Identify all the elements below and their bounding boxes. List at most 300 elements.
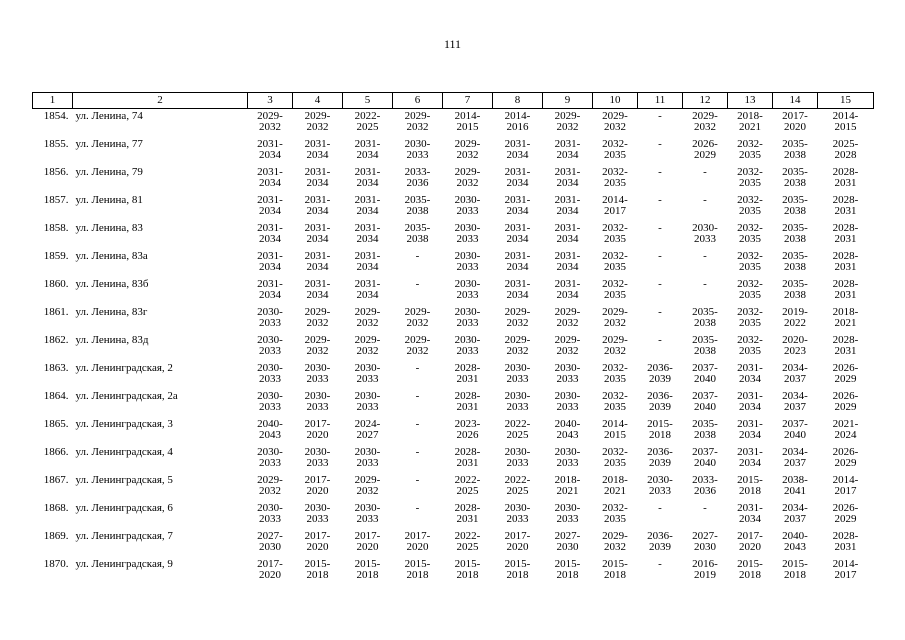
period-start: 2030- bbox=[257, 306, 283, 318]
period-start: 2029- bbox=[602, 306, 628, 318]
table-row bbox=[33, 559, 874, 587]
period-start: - bbox=[658, 250, 662, 262]
period-start: 2031- bbox=[257, 138, 283, 150]
period-cell bbox=[638, 139, 683, 167]
period-end: 2029 bbox=[694, 149, 716, 161]
column-header: 3 bbox=[248, 93, 293, 109]
period-start: 2029- bbox=[504, 334, 531, 346]
column-header: 11 bbox=[638, 93, 683, 109]
period-start: 2022- bbox=[454, 474, 481, 486]
period-start: 2030- bbox=[354, 446, 381, 458]
period-cell bbox=[818, 279, 874, 307]
period-cell bbox=[638, 447, 683, 475]
period-end: 2038 bbox=[406, 205, 429, 217]
period-cell bbox=[443, 559, 493, 587]
column-header: 4 bbox=[293, 93, 343, 109]
period-start: 2015- bbox=[354, 558, 381, 570]
column-header: 14 bbox=[773, 93, 818, 109]
period-end: 2034 bbox=[739, 429, 761, 441]
period-cell bbox=[248, 531, 293, 559]
period-start: 2017- bbox=[404, 530, 431, 542]
period-cell bbox=[818, 307, 874, 335]
period-start: 2024- bbox=[354, 418, 381, 430]
period-start: 2029- bbox=[454, 166, 481, 178]
period-start: - bbox=[415, 446, 420, 458]
period-start: 2030- bbox=[304, 446, 331, 458]
period-start: 2029- bbox=[354, 474, 381, 486]
period-start: 2026- bbox=[692, 138, 718, 150]
period-end: 2033 bbox=[694, 233, 716, 245]
period-start: 2022- bbox=[354, 110, 381, 122]
period-cell bbox=[393, 363, 443, 391]
period-start: 2037- bbox=[782, 418, 808, 430]
period-end: 2032 bbox=[356, 317, 379, 329]
period-end: 2020 bbox=[306, 485, 329, 497]
row-number: 1867. bbox=[43, 474, 69, 486]
period-start: 2029- bbox=[404, 110, 431, 122]
column-header: 15 bbox=[818, 93, 874, 109]
period-end: 2033 bbox=[306, 373, 329, 385]
period-end: 2041 bbox=[784, 485, 806, 497]
period-cell bbox=[543, 167, 593, 195]
period-start: - bbox=[415, 502, 420, 514]
period-cell bbox=[393, 251, 443, 279]
period-end: 2024 bbox=[834, 429, 857, 441]
period-start: 2030- bbox=[504, 502, 531, 514]
period-cell bbox=[593, 391, 638, 419]
period-cell bbox=[293, 251, 343, 279]
row-number: 1866. bbox=[43, 446, 69, 458]
period-end: 2033 bbox=[506, 373, 529, 385]
period-end: 2025 bbox=[456, 541, 479, 553]
period-start: 2036- bbox=[647, 530, 673, 542]
period-cell bbox=[443, 503, 493, 531]
period-end: 2033 bbox=[306, 457, 329, 469]
period-cell bbox=[638, 559, 683, 587]
period-cell bbox=[443, 223, 493, 251]
period-cell bbox=[343, 307, 393, 335]
period-end: 2034 bbox=[306, 289, 329, 301]
period-start: 2032- bbox=[602, 390, 628, 402]
period-end: 2035 bbox=[739, 205, 761, 217]
period-cell bbox=[818, 419, 874, 447]
period-start: 2029- bbox=[304, 334, 331, 346]
period-start: 2014- bbox=[832, 110, 859, 122]
period-end: 2033 bbox=[456, 345, 479, 357]
period-end: 2038 bbox=[784, 233, 806, 245]
period-cell bbox=[343, 223, 393, 251]
column-header: 9 bbox=[543, 93, 593, 109]
period-start: 2029- bbox=[554, 110, 581, 122]
period-cell bbox=[818, 167, 874, 195]
period-cell bbox=[248, 503, 293, 531]
period-start: 2034- bbox=[782, 390, 808, 402]
period-start: 2031- bbox=[504, 138, 531, 150]
period-cell bbox=[443, 475, 493, 503]
period-cell bbox=[683, 559, 728, 587]
period-end: 2020 bbox=[306, 541, 329, 553]
period-cell bbox=[493, 251, 543, 279]
period-cell bbox=[728, 559, 773, 587]
period-start: 2031- bbox=[554, 250, 581, 262]
period-start: 2018- bbox=[602, 474, 628, 486]
period-end: 2039 bbox=[649, 373, 671, 385]
period-cell bbox=[728, 335, 773, 363]
period-cell bbox=[393, 447, 443, 475]
period-cell bbox=[593, 223, 638, 251]
period-start: - bbox=[415, 362, 420, 374]
period-start: 2029- bbox=[404, 306, 431, 318]
period-start: 2034- bbox=[782, 502, 808, 514]
period-start: 2035- bbox=[782, 278, 808, 290]
period-start: 2017- bbox=[354, 530, 381, 542]
table-row bbox=[33, 503, 874, 531]
period-end: 2043 bbox=[556, 429, 579, 441]
period-end: 2034 bbox=[506, 205, 529, 217]
period-start: - bbox=[658, 194, 662, 206]
period-start: - bbox=[703, 250, 707, 262]
period-start: 2028- bbox=[832, 194, 859, 206]
period-cell bbox=[683, 195, 728, 223]
period-start: - bbox=[415, 390, 420, 402]
period-end: 2019 bbox=[694, 569, 716, 581]
period-start: 2040- bbox=[782, 530, 808, 542]
period-end: 2032 bbox=[356, 485, 379, 497]
period-start: 2028- bbox=[832, 530, 859, 542]
period-start: 2030- bbox=[257, 334, 283, 346]
period-start: 2036- bbox=[647, 390, 673, 402]
period-cell bbox=[638, 223, 683, 251]
period-start: 2028- bbox=[832, 278, 859, 290]
period-start: 2031- bbox=[257, 194, 283, 206]
period-start: 2030- bbox=[554, 362, 581, 374]
period-cell bbox=[773, 503, 818, 531]
period-cell bbox=[773, 279, 818, 307]
period-cell bbox=[248, 223, 293, 251]
period-cell bbox=[683, 279, 728, 307]
period-end: 2036 bbox=[694, 485, 716, 497]
period-end: 2034 bbox=[356, 261, 379, 273]
street-address: ул. Ленинградская, 7 bbox=[75, 530, 173, 542]
row-number: 1869. bbox=[43, 530, 69, 542]
period-cell bbox=[728, 279, 773, 307]
street-address: ул. Ленинградская, 9 bbox=[75, 558, 173, 570]
period-start: 2031- bbox=[554, 278, 581, 290]
period-end: 2018 bbox=[649, 429, 671, 441]
period-end: 2033 bbox=[556, 401, 579, 413]
period-end: 2035 bbox=[739, 149, 761, 161]
period-end: 2037 bbox=[784, 373, 806, 385]
period-start: 2030- bbox=[454, 222, 481, 234]
period-end: 2035 bbox=[604, 177, 626, 189]
period-cell bbox=[773, 251, 818, 279]
table-header-row bbox=[33, 93, 874, 109]
period-start: 2029- bbox=[692, 110, 718, 122]
period-cell bbox=[493, 447, 543, 475]
period-start: 2035- bbox=[782, 222, 808, 234]
period-start: 2030- bbox=[257, 502, 283, 514]
period-cell bbox=[343, 503, 393, 531]
period-end: 2021 bbox=[556, 485, 579, 497]
row-number: 1857. bbox=[43, 194, 69, 206]
period-end: 2034 bbox=[356, 233, 379, 245]
period-cell bbox=[638, 363, 683, 391]
period-start: - bbox=[415, 418, 420, 430]
period-end: 2031 bbox=[834, 345, 857, 357]
period-cell bbox=[293, 559, 343, 587]
period-end: 2032 bbox=[306, 345, 329, 357]
period-cell bbox=[638, 335, 683, 363]
row-number: 1863. bbox=[43, 362, 69, 374]
period-end: 2026 bbox=[456, 429, 479, 441]
period-start: 2030- bbox=[354, 362, 381, 374]
period-end: 2034 bbox=[739, 513, 761, 525]
period-cell bbox=[773, 335, 818, 363]
period-end: 2040 bbox=[694, 373, 716, 385]
period-cell bbox=[818, 447, 874, 475]
period-cell bbox=[343, 391, 393, 419]
period-start: 2029- bbox=[504, 306, 531, 318]
period-cell bbox=[393, 109, 443, 140]
period-cell bbox=[293, 531, 343, 559]
period-cell bbox=[248, 391, 293, 419]
period-start: 2030- bbox=[504, 362, 531, 374]
period-start: - bbox=[658, 138, 662, 150]
period-end: 2032 bbox=[456, 149, 479, 161]
period-start: 2030- bbox=[554, 446, 581, 458]
period-start: 2031- bbox=[554, 138, 581, 150]
period-end: 2034 bbox=[739, 401, 761, 413]
period-start: 2029- bbox=[304, 306, 331, 318]
period-start: 2033- bbox=[692, 474, 718, 486]
period-end: 2018 bbox=[356, 569, 379, 581]
table-row bbox=[33, 167, 874, 195]
period-cell bbox=[773, 109, 818, 140]
period-end: 2020 bbox=[406, 541, 429, 553]
period-cell bbox=[683, 109, 728, 140]
row-number: 1870. bbox=[43, 558, 69, 570]
period-end: 2031 bbox=[834, 541, 857, 553]
period-end: 2032 bbox=[406, 121, 429, 133]
period-start: 2035- bbox=[692, 306, 718, 318]
period-cell bbox=[593, 363, 638, 391]
period-cell bbox=[248, 139, 293, 167]
period-cell bbox=[728, 109, 773, 140]
period-end: 2039 bbox=[649, 401, 671, 413]
period-start: 2032- bbox=[602, 250, 628, 262]
period-end: 2020 bbox=[739, 541, 761, 553]
period-end: 2030 bbox=[556, 541, 579, 553]
period-cell bbox=[728, 503, 773, 531]
period-start: 2029- bbox=[454, 138, 481, 150]
period-start: - bbox=[703, 194, 707, 206]
street-address: ул. Ленина, 79 bbox=[75, 166, 143, 178]
period-start: 2031- bbox=[554, 222, 581, 234]
period-start: 2032- bbox=[737, 194, 763, 206]
table-row bbox=[33, 531, 874, 559]
period-start: 2029- bbox=[602, 334, 628, 346]
period-start: 2032- bbox=[737, 278, 763, 290]
table-row bbox=[33, 335, 874, 363]
period-cell bbox=[728, 531, 773, 559]
period-end: 2033 bbox=[306, 401, 329, 413]
period-cell bbox=[443, 279, 493, 307]
period-end: 2020 bbox=[306, 429, 329, 441]
period-end: 2032 bbox=[506, 317, 529, 329]
period-start: - bbox=[658, 166, 662, 178]
period-start: 2031- bbox=[257, 250, 283, 262]
street-address: ул. Ленина, 83д bbox=[75, 334, 149, 346]
period-cell bbox=[818, 475, 874, 503]
period-start: 2030- bbox=[504, 390, 531, 402]
period-cell bbox=[593, 307, 638, 335]
street-address: ул. Ленина, 83а bbox=[75, 250, 148, 262]
period-cell bbox=[593, 419, 638, 447]
period-cell bbox=[593, 109, 638, 140]
period-cell bbox=[593, 279, 638, 307]
period-start: 2034- bbox=[782, 362, 808, 374]
row-number: 1861. bbox=[43, 306, 69, 318]
period-end: 2036 bbox=[406, 177, 429, 189]
period-start: 2031- bbox=[737, 418, 763, 430]
period-cell bbox=[493, 167, 543, 195]
period-start: 2037- bbox=[692, 362, 718, 374]
period-cell bbox=[773, 447, 818, 475]
period-end: 2033 bbox=[356, 513, 379, 525]
period-cell bbox=[343, 109, 393, 140]
period-start: 2017- bbox=[782, 110, 808, 122]
period-start: 2030- bbox=[692, 222, 718, 234]
period-start: 2035- bbox=[782, 138, 808, 150]
period-end: 2020 bbox=[356, 541, 379, 553]
period-start: 2029- bbox=[354, 306, 381, 318]
period-cell bbox=[443, 251, 493, 279]
period-end: 2015 bbox=[834, 121, 857, 133]
period-start: - bbox=[415, 474, 420, 486]
period-cell bbox=[773, 475, 818, 503]
period-end: 2031 bbox=[456, 457, 479, 469]
period-start: 2032- bbox=[602, 502, 628, 514]
period-end: 2021 bbox=[604, 485, 626, 497]
period-cell bbox=[728, 475, 773, 503]
period-end: 2040 bbox=[694, 457, 716, 469]
period-start: 2030- bbox=[454, 334, 481, 346]
period-end: 2032 bbox=[306, 121, 329, 133]
period-start: - bbox=[658, 502, 662, 514]
period-end: 2032 bbox=[604, 541, 626, 553]
row-number: 1864. bbox=[43, 390, 69, 402]
period-start: 2033- bbox=[404, 166, 431, 178]
period-end: 2031 bbox=[456, 373, 479, 385]
period-start: 2026- bbox=[832, 362, 859, 374]
period-end: 2032 bbox=[259, 121, 281, 133]
period-start: 2030- bbox=[304, 362, 331, 374]
period-start: 2031- bbox=[304, 250, 331, 262]
period-end: 2038 bbox=[784, 289, 806, 301]
period-start: 2016- bbox=[692, 558, 718, 570]
period-end: 2033 bbox=[456, 261, 479, 273]
period-start: - bbox=[658, 334, 662, 346]
period-cell bbox=[818, 363, 874, 391]
period-start: 2030- bbox=[304, 502, 331, 514]
period-cell bbox=[443, 335, 493, 363]
period-cell bbox=[728, 139, 773, 167]
period-start: 2030- bbox=[454, 306, 481, 318]
period-end: 2038 bbox=[784, 149, 806, 161]
period-end: 2033 bbox=[259, 317, 281, 329]
period-end: 2034 bbox=[506, 177, 529, 189]
period-start: 2031- bbox=[354, 194, 381, 206]
period-end: 2018 bbox=[306, 569, 329, 581]
period-end: 2038 bbox=[784, 177, 806, 189]
period-end: 2034 bbox=[259, 261, 281, 273]
period-start: 2015- bbox=[504, 558, 531, 570]
period-cell bbox=[638, 419, 683, 447]
row-number: 1854. bbox=[43, 110, 69, 122]
period-cell bbox=[293, 363, 343, 391]
period-cell bbox=[638, 307, 683, 335]
period-cell bbox=[818, 195, 874, 223]
period-end: 2035 bbox=[604, 457, 626, 469]
period-cell bbox=[343, 559, 393, 587]
period-start: 2037- bbox=[692, 446, 718, 458]
period-start: 2035- bbox=[782, 194, 808, 206]
period-start: 2032- bbox=[737, 166, 763, 178]
period-end: 2018 bbox=[556, 569, 579, 581]
period-end: 2034 bbox=[306, 261, 329, 273]
period-cell bbox=[393, 167, 443, 195]
period-start: 2032- bbox=[737, 334, 763, 346]
period-end: 2035 bbox=[739, 345, 761, 357]
period-end: 2018 bbox=[739, 569, 761, 581]
period-cell bbox=[683, 251, 728, 279]
period-start: - bbox=[658, 306, 662, 318]
period-cell bbox=[443, 447, 493, 475]
street-address: ул. Ленинградская, 2 bbox=[75, 362, 173, 374]
period-start: 2031- bbox=[504, 222, 531, 234]
period-cell bbox=[493, 279, 543, 307]
period-start: 2031- bbox=[504, 194, 531, 206]
period-end: 2020 bbox=[506, 541, 529, 553]
period-end: 2033 bbox=[649, 485, 671, 497]
period-end: 2034 bbox=[306, 177, 329, 189]
period-end: 2037 bbox=[784, 401, 806, 413]
period-end: 2033 bbox=[259, 513, 281, 525]
period-start: - bbox=[415, 278, 420, 290]
period-cell bbox=[248, 195, 293, 223]
period-start: 2029- bbox=[257, 474, 283, 486]
period-cell bbox=[248, 475, 293, 503]
period-end: 2034 bbox=[506, 289, 529, 301]
period-cell bbox=[593, 503, 638, 531]
period-end: 2033 bbox=[506, 513, 529, 525]
period-start: 2030- bbox=[454, 250, 481, 262]
period-cell bbox=[773, 391, 818, 419]
period-end: 2033 bbox=[456, 233, 479, 245]
period-end: 2032 bbox=[259, 485, 281, 497]
period-cell bbox=[593, 139, 638, 167]
period-end: 2035 bbox=[739, 317, 761, 329]
period-cell bbox=[393, 195, 443, 223]
period-cell bbox=[593, 195, 638, 223]
period-start: 2014- bbox=[454, 110, 481, 122]
period-cell bbox=[593, 559, 638, 587]
period-cell bbox=[818, 251, 874, 279]
period-cell bbox=[593, 531, 638, 559]
period-cell bbox=[293, 223, 343, 251]
period-end: 2032 bbox=[556, 317, 579, 329]
period-cell bbox=[728, 223, 773, 251]
